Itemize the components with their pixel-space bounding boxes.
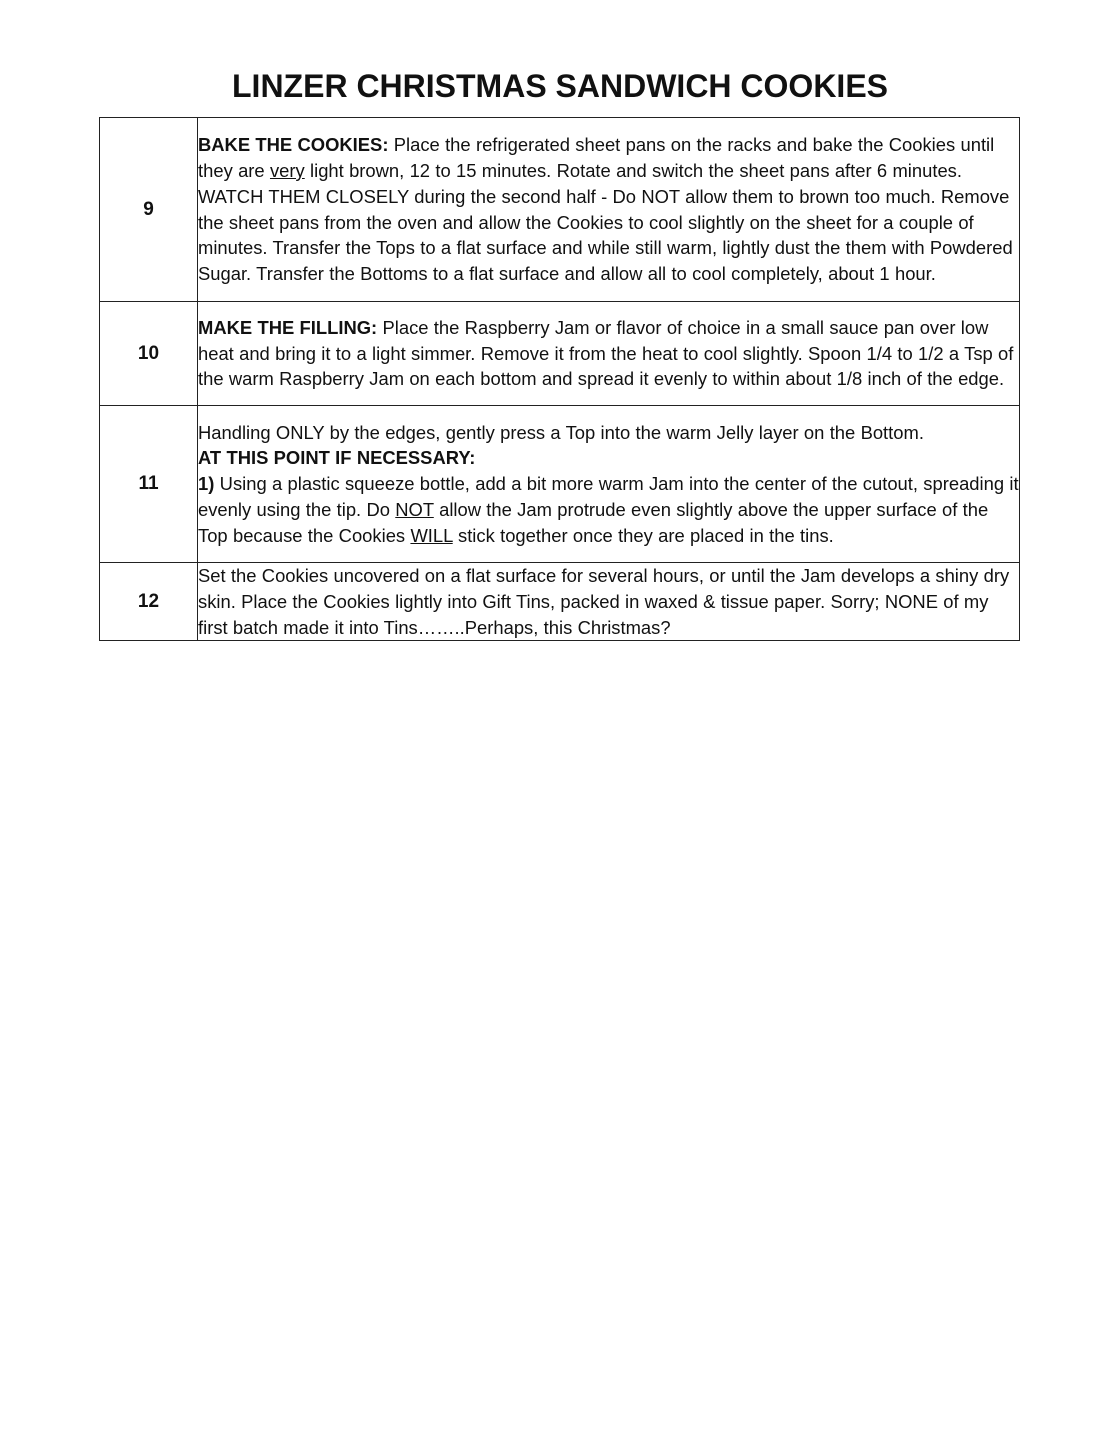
step-row-9 bbox=[100, 118, 1020, 302]
list-item-label: 1) bbox=[198, 473, 215, 495]
step-subheading: AT THIS POINT IF NECESSARY: bbox=[198, 447, 476, 469]
step-description: Set the Cookies uncovered on a flat surface for several hours, or until the Jam develops a shiny dry skin. Place the Cookies lightly into Gift Tins, packed in waxed & tissue paper. Sorry; NONE of my first batch made it into Tins……..Perhaps, this Christmas? bbox=[198, 563, 1020, 641]
step-text: Using a plastic squeeze bottle, add a bit more warm Jam into the center of the cutout, spreading it evenly using the tip. Do bbox=[198, 473, 1019, 520]
emphasis-underline: WILL bbox=[410, 524, 453, 546]
step-number: 10 bbox=[100, 302, 198, 406]
step-text: light brown, 12 to 15 minutes. Rotate and switch the sheet pans after 6 minutes. WATCH THEM CLOSELY during the second half - Do NOT allow them to brown too much. Remove the sheet pans from the oven and allow the Cookies to cool slightly on the sheet for a couple of minutes. Transfer the Tops to a flat surface and while still warm, lightly dust the them with Powdered Sugar. Transfer the Bottoms to a flat surface and allow all to cool completely, about 1 hour. bbox=[198, 159, 1013, 285]
step-description bbox=[198, 118, 1020, 302]
step-number: 9 bbox=[100, 118, 198, 302]
step-description bbox=[198, 406, 1020, 563]
step-description bbox=[198, 302, 1020, 406]
step-row-12 bbox=[100, 563, 1020, 641]
step-row-10 bbox=[100, 302, 1020, 406]
step-intro: Handling ONLY by the edges, gently press a Top into the warm Jelly layer on the Bottom. bbox=[198, 421, 924, 443]
emphasis-underline: NOT bbox=[395, 498, 434, 520]
step-text: allow the Jam protrude even slightly above the upper surface of the Top because the Cookies bbox=[198, 498, 989, 546]
step-number: 11 bbox=[100, 406, 198, 563]
step-text: stick together once they are placed in the tins. bbox=[452, 524, 834, 546]
step-heading: BAKE THE COOKIES: bbox=[198, 134, 389, 156]
recipe-steps-table bbox=[99, 117, 1020, 641]
step-text: Place the refrigerated sheet pans on the racks and bake the Cookies until they are bbox=[198, 134, 995, 181]
step-heading: MAKE THE FILLING: bbox=[198, 316, 378, 338]
step-text: Place the Raspberry Jam or flavor of choice in a small sauce pan over low heat and bring it to a light simmer. Remove it from the heat to cool slightly. Spoon 1/4 to 1/2 a Tsp of the warm Raspberry Jam on each bottom and spread it evenly to within about 1/8 inch of the edge. bbox=[198, 316, 1014, 390]
step-row-11 bbox=[100, 406, 1020, 563]
step-number: 12 bbox=[100, 563, 198, 641]
page-title: LINZER CHRISTMAS SANDWICH COOKIES bbox=[232, 68, 888, 104]
emphasis-underline: very bbox=[269, 159, 305, 181]
